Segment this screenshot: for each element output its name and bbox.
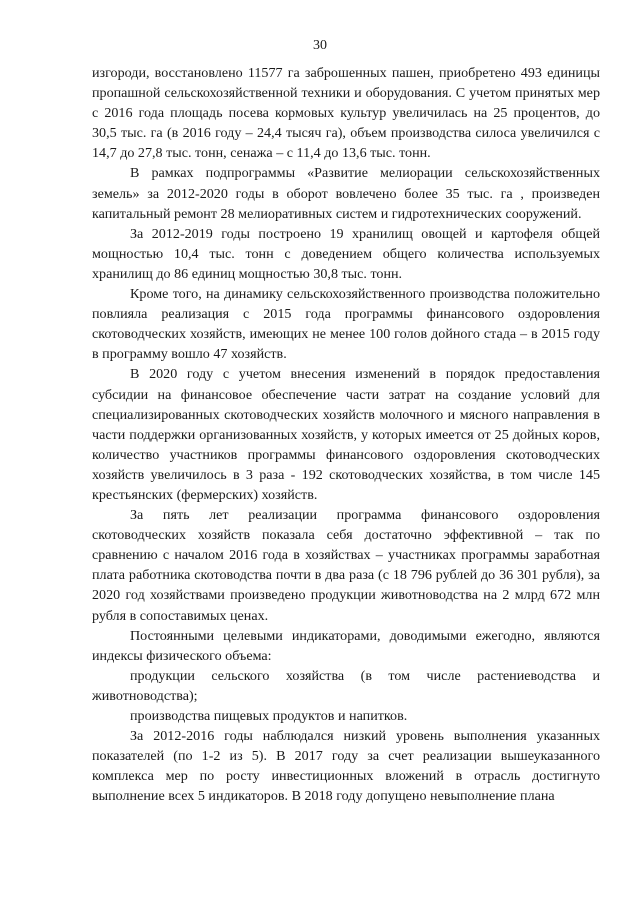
- paragraph-10: За 2012-2016 годы наблюдался низкий уровень выполнения указанных показателей (по 1-2 из 5). В 2017 году за счет реализации вышеуказанного комплекса мер по росту инвестиционных вложений в отрасль достигнуто выполнение всех 5 индикаторов. В 2018 году допущено невыполнение плана: [92, 728, 600, 805]
- paragraph-4: Кроме того, на динамику сельскохозяйственного производства положительно повлияла реализация с 2015 года программы финансового оздоровления скотоводческих хозяйств, имеющих не менее 100 голов дойного стада – в 2015 году в программу вошло 47 хозяйств.: [92, 286, 600, 363]
- paragraph-5: В 2020 году с учетом внесения изменений в порядок предоставления субсидии на финансовое обеспечение части затрат на создание условий для специализированных скотоводческих хозяйств молочного и мясного направления в части поддержки организованных хозяйств, у которых имеется от 25 дойных коров, количество участников программы финансового оздоровления скотоводческих хозяйств увеличилось в 3 раза - 192 скотоводческих хозяйства, в том числе 145 крестьянских (фермерских) хозяйств.: [92, 366, 600, 503]
- paragraph-7: Постоянными целевыми индикаторами, доводимыми ежегодно, являются индексы физического объема:: [92, 627, 600, 664]
- paragraph-6: За пять лет реализации программа финансового оздоровления скотоводческих хозяйств показала себя достаточно эффективной – так по сравнению с началом 2016 года в хозяйствах – участниках программы заработная плата работника скотоводства почти в два раза (с 18 796 рублей до 36 301 рубля), за 2020 год хозяйствами произведено продукции животноводства на 2 млрд 672 млн рубля в сопоставимых ценах.: [92, 507, 600, 624]
- paragraph-8: продукции сельского хозяйства (в том числе растениеводства и животноводства);: [92, 667, 600, 704]
- page-number: 30: [313, 38, 327, 53]
- paragraph-2: В рамках подпрограммы «Развитие мелиорации сельскохозяйственных земель» за 2012-2020 годы в оборот вовлечено более 35 тыс. га , произведен капитальный ремонт 28 мелиоративных систем и гидротехнических сооружений.: [92, 165, 600, 222]
- paragraph-1: изгороди, восстановлено 11577 га заброшенных пашен, приобретено 493 единицы пропашной сельскохозяйственной техники и оборудования. С учетом принятых мер с 2016 года площадь посева кормовых культур увеличилась на 25 процентов, до 30,5 тыс. га (в 2016 году – 24,4 тысяч га), объем производства силоса увеличился с 14,7 до 27,8 тыс. тонн, сенажа – с 11,4 до 13,6 тыс. тонн.: [92, 65, 600, 162]
- paragraph-3: За 2012-2019 годы построено 19 хранилищ овощей и картофеля общей мощностью 10,4 тыс. тонн с доведением общего количества используемых хранилищ до 86 единиц мощностью 30,8 тыс. тонн.: [92, 225, 600, 282]
- paragraph-9: производства пищевых продуктов и напитков.: [130, 708, 408, 724]
- page-body: [92, 63, 600, 806]
